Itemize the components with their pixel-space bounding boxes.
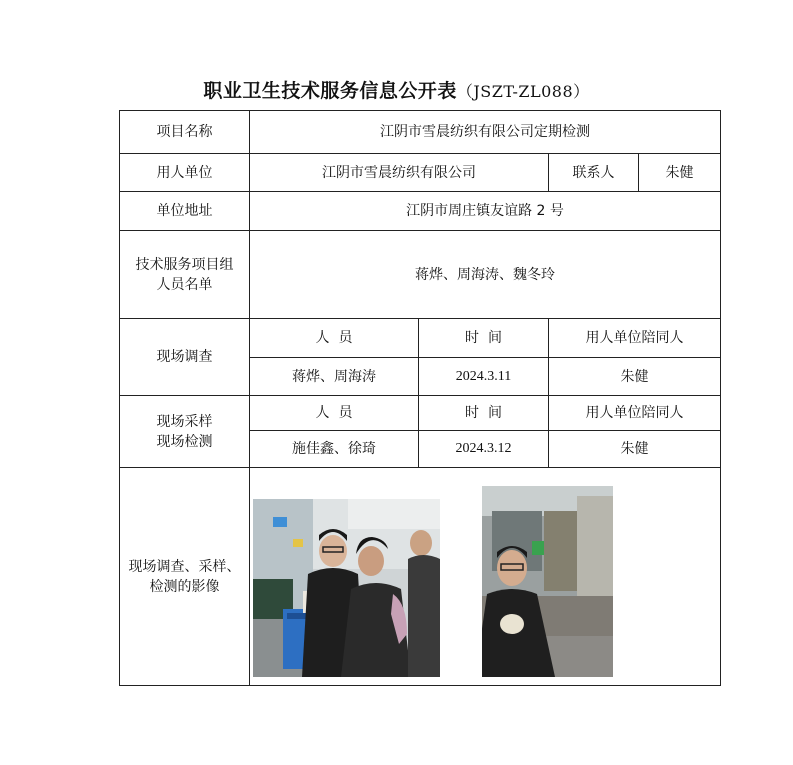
sampling-label xyxy=(120,396,250,468)
sampling-col-personnel: 人 员 xyxy=(250,396,419,431)
title-text: 职业卫生技术服务信息公开表 xyxy=(203,80,457,102)
page-title xyxy=(0,76,793,103)
survey-escort: 朱健 xyxy=(549,358,721,396)
row-sampling-header xyxy=(120,396,721,431)
sampling-col-time: 时 间 xyxy=(419,396,549,431)
sampling-label-line2: 现场检测 xyxy=(156,433,213,450)
survey-col-escort: 用人单位陪同人 xyxy=(549,319,721,358)
contact-label: 联系人 xyxy=(549,154,639,192)
project-label: 项目名称 xyxy=(120,111,250,154)
address-value: 江阴市周庄镇友谊路 2 号 xyxy=(250,192,721,231)
images-label-line1: 现场调查、采样、 xyxy=(128,558,241,575)
row-project xyxy=(120,111,721,154)
contact-value: 朱健 xyxy=(639,154,721,192)
employer-label: 用人单位 xyxy=(120,154,250,192)
form-code: （JSZT-ZL088） xyxy=(456,82,590,101)
employer-value: 江阴市雪晨纺织有限公司 xyxy=(250,154,549,192)
team-label xyxy=(120,231,250,319)
row-address xyxy=(120,192,721,231)
survey-col-personnel: 人 员 xyxy=(250,319,419,358)
row-images xyxy=(120,468,721,686)
images-label-line2: 检测的影像 xyxy=(149,578,220,595)
sampling-col-escort: 用人单位陪同人 xyxy=(549,396,721,431)
images-cell xyxy=(250,468,721,686)
images-label xyxy=(120,468,250,686)
team-value: 蒋烨、周海涛、魏冬玲 xyxy=(250,231,721,319)
team-label-line2: 人员名单 xyxy=(156,276,213,293)
survey-col-time: 时 间 xyxy=(419,319,549,358)
row-employer xyxy=(120,154,721,192)
team-label-line1: 技术服务项目组 xyxy=(135,256,234,273)
address-label: 单位地址 xyxy=(120,192,250,231)
survey-time: 2024.3.11 xyxy=(419,358,549,396)
sampling-label-line1: 现场采样 xyxy=(156,413,213,430)
row-survey-header xyxy=(120,319,721,358)
sampling-personnel: 施佳鑫、徐琦 xyxy=(250,431,419,468)
survey-label: 现场调查 xyxy=(120,319,250,396)
sampling-time: 2024.3.12 xyxy=(419,431,549,468)
survey-personnel: 蒋烨、周海涛 xyxy=(250,358,419,396)
site-photo-1 xyxy=(253,499,440,677)
row-team xyxy=(120,231,721,319)
project-value: 江阴市雪晨纺织有限公司定期检测 xyxy=(250,111,721,154)
info-table xyxy=(119,110,721,686)
site-photo-2 xyxy=(482,486,613,677)
sampling-escort: 朱健 xyxy=(549,431,721,468)
